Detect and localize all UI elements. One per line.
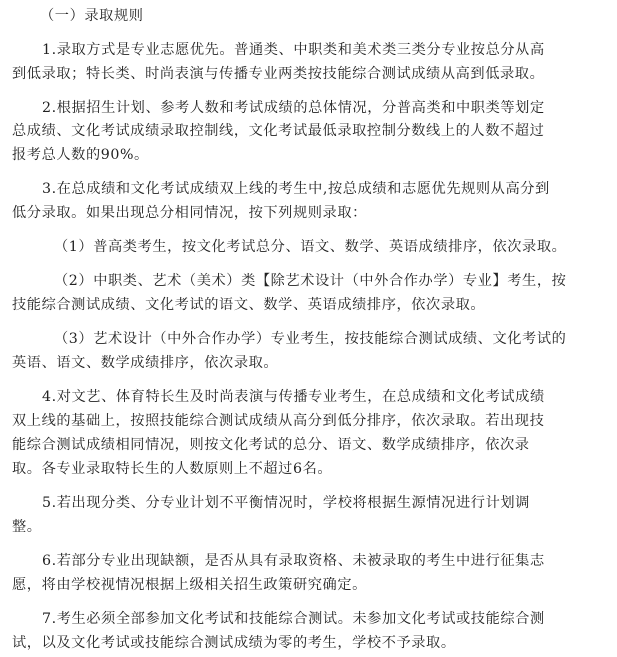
rule-5-line-2: 整。 — [12, 519, 42, 535]
rule-2-line-1: 2.根据招生计划、参考人数和考试成绩的总体情况，分普高类和中职类等划定 — [42, 100, 545, 116]
rule-7-line-1: 7.考生必须全部参加文化考试和技能综合测试。未参加文化考试或技能综合测 — [42, 611, 545, 627]
rule-4-line-4: 取。各专业录取特长生的人数原则上不超过6名。 — [12, 461, 333, 477]
rule-3-sub-2-line-2: 技能综合测试成绩、文化考试的语文、数学、英语成绩排序，依次录取。 — [12, 297, 486, 313]
rule-4-line-2: 双上线的基础上，按照技能综合测试成绩从高分到低分排序，依次录取。若出现技 — [12, 413, 545, 429]
rule-3-line-1: 3.在总成绩和文化考试成绩双上线的考生中,按总成绩和志愿优先规则从高分到 — [42, 181, 550, 197]
rule-2-line-2: 总成绩、文化考试成绩录取控制线，文化考试最低录取控制分数线上的人数不超过 — [12, 123, 545, 139]
rule-3-sub-3-line-1: （3）艺术设计（中外合作办学）专业考生，按技能综合测试成绩、文化考试的 — [54, 331, 567, 347]
rule-4-line-3: 能综合测试成绩相同情况，则按文化考试的总分、语文、数学成绩排序，依次录 — [12, 437, 530, 453]
rule-3-sub-2-line-1: （2）中职类、艺术（美术）类【除艺术设计（中外合作办学）专业】考生，按 — [54, 273, 567, 289]
rule-4-line-1: 4.对文艺、体育特长生及时尚表演与传播专业考生，在总成绩和文化考试成绩 — [42, 389, 545, 405]
rule-3-sub-1-line-1: （1）普高类考生，按文化考试总分、语文、数学、英语成绩排序，依次录取。 — [54, 239, 567, 255]
rule-3-line-2: 低分录取。如果出现总分相同情况，按下列规则录取： — [12, 205, 367, 221]
rule-1-line-2: 到低录取；特长类、时尚表演与传播专业两类按技能综合测试成绩从高到低录取。 — [12, 66, 545, 82]
section-heading: （一）录取规则 — [40, 8, 144, 24]
rule-3-sub-3-line-2: 英语、语文、数学成绩排序，依次录取。 — [12, 355, 279, 371]
rule-2-line-3: 报考总人数的90%。 — [12, 147, 149, 163]
rule-7-line-2: 试，以及文化考试或技能综合测试成绩为零的考生，学校不予录取。 — [12, 635, 456, 651]
rule-6-line-1: 6.若部分专业出现缺额，是否从具有录取资格、未被录取的考生中进行征集志 — [42, 553, 545, 569]
rule-1-line-1: 1.录取方式是专业志愿优先。普通类、中职类和美术类三类分专业按总分从高 — [42, 42, 545, 58]
rule-6-line-2: 愿，将由学校视情况根据上级相关招生政策研究确定。 — [12, 577, 367, 593]
rule-5-line-1: 5.若出现分类、分专业计划不平衡情况时，学校将根据生源情况进行计划调 — [42, 495, 530, 511]
